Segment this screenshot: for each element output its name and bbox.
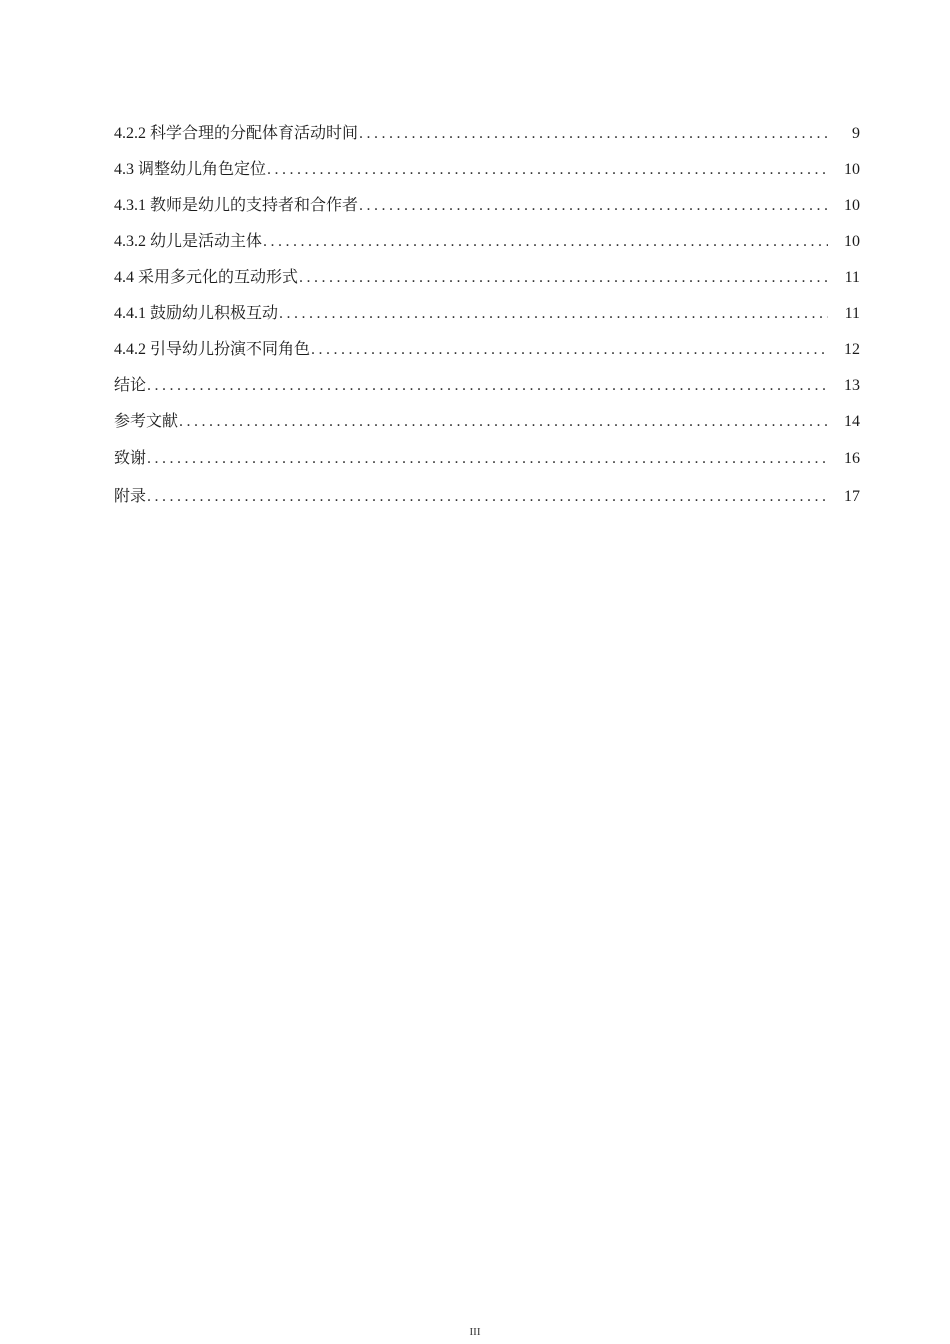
toc-entry-label: 附录 <box>114 488 147 505</box>
toc-entry-page: 10 <box>844 197 860 214</box>
table-of-contents <box>114 116 860 516</box>
toc-entry[interactable] <box>114 368 860 404</box>
toc-entry-page: 11 <box>844 269 860 286</box>
page-number: III <box>469 1326 481 1338</box>
dot-leader <box>359 116 828 152</box>
toc-entry[interactable] <box>114 188 860 224</box>
toc-entry-page: 13 <box>844 377 860 394</box>
dot-leader <box>147 478 828 516</box>
toc-entry-label: 参考文献 <box>114 413 179 430</box>
dot-leader <box>311 332 828 368</box>
toc-entry-label: 4.4 采用多元化的互动形式 <box>114 269 299 286</box>
toc-entry-label: 4.3.1 教师是幼儿的支持者和合作者 <box>114 197 359 214</box>
toc-entry[interactable] <box>114 260 860 296</box>
toc-entry[interactable] <box>114 332 860 368</box>
toc-entry-page: 17 <box>844 488 860 505</box>
toc-entry-page: 10 <box>844 161 860 178</box>
toc-entry-label: 致谢 <box>114 450 147 467</box>
dot-leader <box>279 296 828 332</box>
toc-entry-label: 4.3.2 幼儿是活动主体 <box>114 233 263 250</box>
toc-entry-page: 11 <box>844 305 860 322</box>
toc-entry[interactable] <box>114 152 860 188</box>
toc-entry[interactable] <box>114 116 860 152</box>
toc-entry-page: 12 <box>844 341 860 358</box>
toc-entry-page: 10 <box>844 233 860 250</box>
toc-entry-page: 9 <box>852 125 860 142</box>
toc-entry-page: 16 <box>844 450 860 467</box>
toc-entry[interactable] <box>114 404 860 440</box>
toc-entry-label: 4.4.2 引导幼儿扮演不同角色 <box>114 341 311 358</box>
dot-leader <box>267 152 828 188</box>
toc-entry-label: 4.4.1 鼓励幼儿积极互动 <box>114 305 279 322</box>
toc-entry-label: 4.2.2 科学合理的分配体育活动时间 <box>114 125 359 142</box>
dot-leader <box>147 368 828 404</box>
toc-entry-page: 14 <box>844 413 860 430</box>
toc-entry[interactable] <box>114 440 860 478</box>
toc-entry[interactable] <box>114 224 860 260</box>
dot-leader <box>179 404 828 440</box>
toc-entry[interactable] <box>114 296 860 332</box>
dot-leader <box>299 260 828 296</box>
toc-entry-label: 结论 <box>114 377 147 394</box>
dot-leader <box>263 224 828 260</box>
toc-entry-label: 4.3 调整幼儿角色定位 <box>114 161 267 178</box>
toc-entry[interactable] <box>114 478 860 516</box>
dot-leader <box>147 440 828 478</box>
dot-leader <box>359 188 828 224</box>
